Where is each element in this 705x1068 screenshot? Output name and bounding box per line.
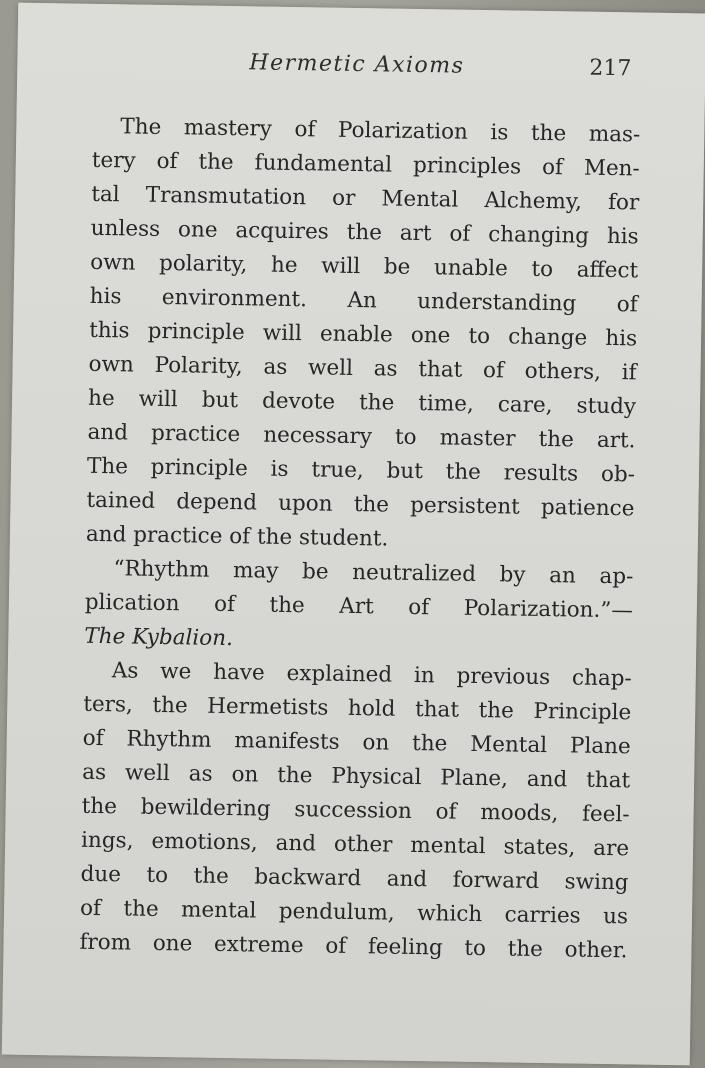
page-body	[79, 110, 640, 969]
running-head: Hermetic Axioms	[249, 50, 465, 79]
paragraph-quote	[84, 552, 634, 663]
text-line: own polarity, he will be unable to affect	[90, 249, 639, 284]
text-line: he will but devote the time, care, study	[87, 385, 637, 420]
text-line: tained depend upon the persistent patience	[86, 487, 635, 522]
text-line: tery of the fundamental principles of Men-	[91, 147, 640, 182]
text-line: as well as on the Physical Plane, and that	[82, 759, 631, 794]
text-line: of the mental pendulum, which carries us	[79, 895, 629, 930]
text-line: and practice of the student.	[85, 521, 389, 552]
page-header	[17, 47, 705, 92]
page-number: 217	[589, 55, 632, 82]
text-line: his environment. An understanding of	[89, 283, 638, 318]
text-line: own Polarity, as well as that of others, if	[88, 351, 637, 386]
paragraph-rhythm	[79, 654, 632, 969]
quote-line: plication of the Art of Polarization.”—	[84, 589, 634, 624]
text-line: unless one acquires the art of changing his	[90, 215, 639, 250]
text-line: ters, the Hermetists hold that the Principle	[83, 691, 632, 726]
text-line: The mastery of Polarization is the mas-	[120, 114, 641, 148]
text-line: due to the backward and forward swing	[80, 861, 629, 896]
text-line: from one extreme of feeling to the other.	[79, 929, 628, 964]
text-line: of Rhythm manifests on the Mental Plane	[82, 725, 631, 760]
quote-line: “Rhythm may be neutralized by an ap-	[113, 556, 634, 590]
text-line: the bewildering succession of moods, feel-	[81, 793, 630, 828]
text-line: ings, emotions, and other mental states, are	[80, 827, 630, 862]
book-page	[2, 3, 705, 1066]
paragraph-polarization	[86, 110, 641, 561]
text-line: this principle will enable one to change his	[88, 317, 638, 352]
quote-attribution: The Kybalion.	[84, 623, 234, 652]
text-line: The principle is true, but the results ob-	[86, 453, 636, 488]
text-line: tal Transmutation or Mental Alchemy, for	[91, 181, 640, 216]
text-line: and practice necessary to master the art.	[87, 419, 636, 454]
text-line: As we have explained in previous chap-	[111, 658, 632, 692]
